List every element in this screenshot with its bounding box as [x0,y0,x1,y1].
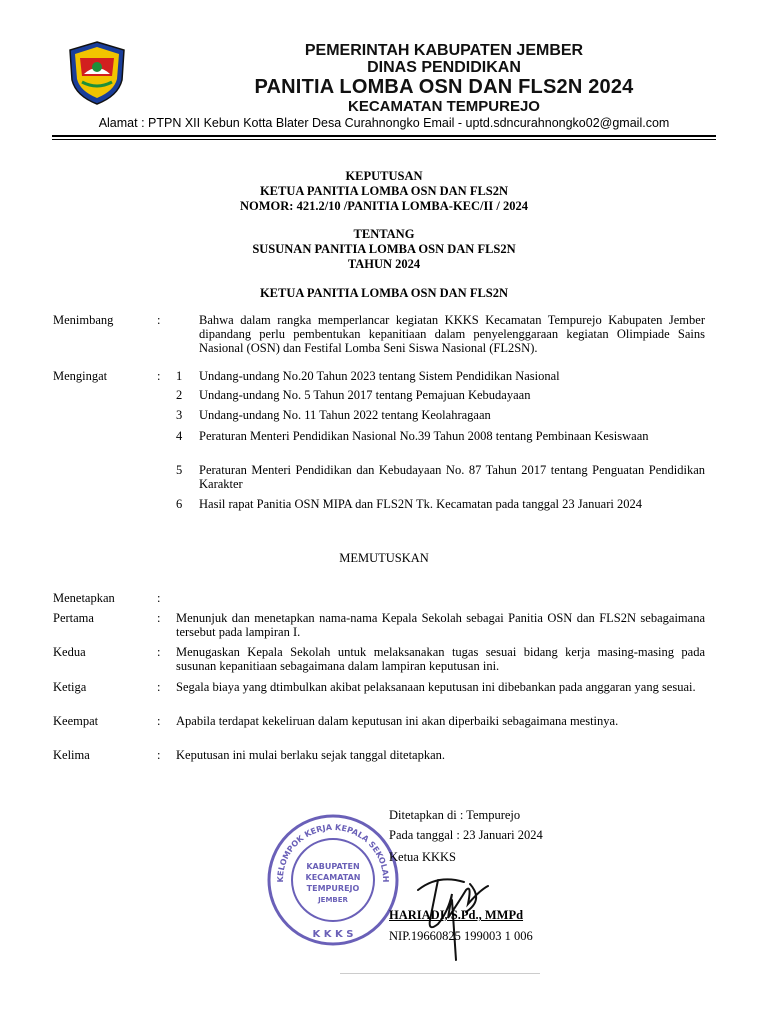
recalling-item: Undang-undang No. 11 Tahun 2022 tentang Keolahragaan [199,408,491,422]
stamp-line: KECAMATAN [305,873,361,882]
decree-heading: KEPUTUSAN [345,169,423,183]
recalling-label: Mengingat [53,369,108,383]
decision-colon: : [157,680,161,694]
place-of-issue: Ditetapkan di : Tempurejo [389,808,521,822]
recalling-item: Peraturan Menteri Pendidikan dan Kebudayaan No. 87 Tahun 2017 tentang Penguatan Pendidikan Karakter [199,463,705,491]
recalling-item: Peraturan Menteri Pendidikan Nasional No.39 Tahun 2008 tentang Pembinaan Kesiswaan [199,429,649,443]
department-name: DINAS PENDIDIKAN [367,59,521,76]
decree-number: NOMOR: 421.2/10 /PANITIA LOMBA-KEC/II / 2024 [240,199,528,213]
decision-colon: : [157,748,161,762]
official-stamp-icon [266,813,400,947]
considering-label: Menimbang [53,313,114,327]
decision-label: Kedua [53,645,86,659]
considering-colon: : [157,313,161,327]
recalling-number: 2 [176,388,183,402]
considering-text: Bahwa dalam rangka memperlancar kegiatan KKKS Kecamatan Tempurejo Kabupaten Jember dipandang perlu pembentukan kepanitiaan dalam penyelenggaraan kegiatan Olimpiade Sains Nasional (OSN) dan Festifal Lomba Seni Siswa Nasional (FL2SN). [199,313,705,355]
recalling-item: Hasil rapat Panitia OSN MIPA dan FLS2N Tk. Kecamatan pada tanggal 23 Januari 2024 [199,497,642,511]
letterhead-address: Alamat : PTPN XII Kebun Kotta Blater Desa Curahnongko Email - uptd.sdncurahnongko02@gmail.com [98,116,670,130]
decision-colon: : [157,611,161,625]
stamp-line: KABUPATEN [306,862,360,871]
decision-label: Kelima [53,748,90,762]
recalling-item: Undang-undang No. 5 Tahun 2017 tentang Pemajuan Kebudayaan [199,388,531,402]
decide-heading: MEMUTUSKAN [339,551,429,565]
government-name: PEMERINTAH KABUPATEN JEMBER [304,42,584,59]
decision-colon: : [157,714,161,728]
decision-text: Menunjuk dan menetapkan nama-nama Kepala Sekolah sebagai Panitia OSN dan FLS2N sebagaimana tersebut pada lampiran I. [176,611,705,639]
recalling-number: 4 [176,429,183,443]
district-name: KECAMATAN TEMPUREJO [348,98,540,115]
recalling-number: 5 [176,463,183,477]
decision-label: Menetapkan [53,591,115,605]
recalling-number: 1 [176,369,183,383]
jember-regency-emblem-icon [66,40,128,106]
decision-label: Pertama [53,611,94,625]
decision-text: Menugaskan Kepala Sekolah untuk melaksanakan tugas sesuai bidang kerja masing-masing pada susunan kepanitiaan sebagaimana dalam lampiran keputusan ini. [176,645,705,673]
letterhead-divider-thin [52,139,716,140]
decision-text: Apabila terdapat kekeliruan dalam keputusan ini akan diperbaiki sebagaimana mestinya. [176,714,619,728]
about-heading: TENTANG [353,227,415,241]
decision-text: Keputusan ini mulai berlaku sejak tanggal ditetapkan. [176,748,446,762]
decision-colon: : [157,645,161,659]
stamp-line: TEMPUREJO [306,884,360,893]
stamp-ring-text: KELOMPOK KERJA KEPALA SEKOLAH [275,822,391,883]
date-of-issue: Pada tanggal : 23 Januari 2024 [389,828,543,842]
signer-nip: NIP.19660825 199003 1 006 [389,929,533,943]
decree-issuer-heading: KETUA PANITIA LOMBA OSN DAN FLS2N [259,184,509,198]
recalling-colon: : [157,369,161,383]
recalling-number: 6 [176,497,183,511]
committee-name: PANITIA LOMBA OSN DAN FLS2N 2024 [254,76,634,98]
decree-year: TAHUN 2024 [347,257,421,271]
decision-colon: : [157,591,161,605]
recalling-item: Undang-undang No.20 Tahun 2023 tentang Sistem Pendidikan Nasional [199,369,560,383]
issuer-heading: KETUA PANITIA LOMBA OSN DAN FLS2N [259,286,509,300]
decision-label: Keempat [53,714,99,728]
stamp-line: JEMBER [318,896,348,904]
decision-label: Ketiga [53,680,87,694]
letterhead-divider [52,135,716,137]
decree-subject: SUSUNAN PANITIA LOMBA OSN DAN FLS2N [252,242,516,256]
recalling-number: 3 [176,408,183,422]
signer-role: Ketua KKKS [389,850,457,864]
signer-name: HARIADI, S.Pd., MMPd [389,908,524,922]
page-footer-line [340,973,540,974]
decision-text: Segala biaya yang dtimbulkan akibat pelaksanaan keputusan ini dibebankan pada anggaran yang sesuai. [176,680,696,694]
stamp-bottom-text: K K K S [312,929,354,940]
